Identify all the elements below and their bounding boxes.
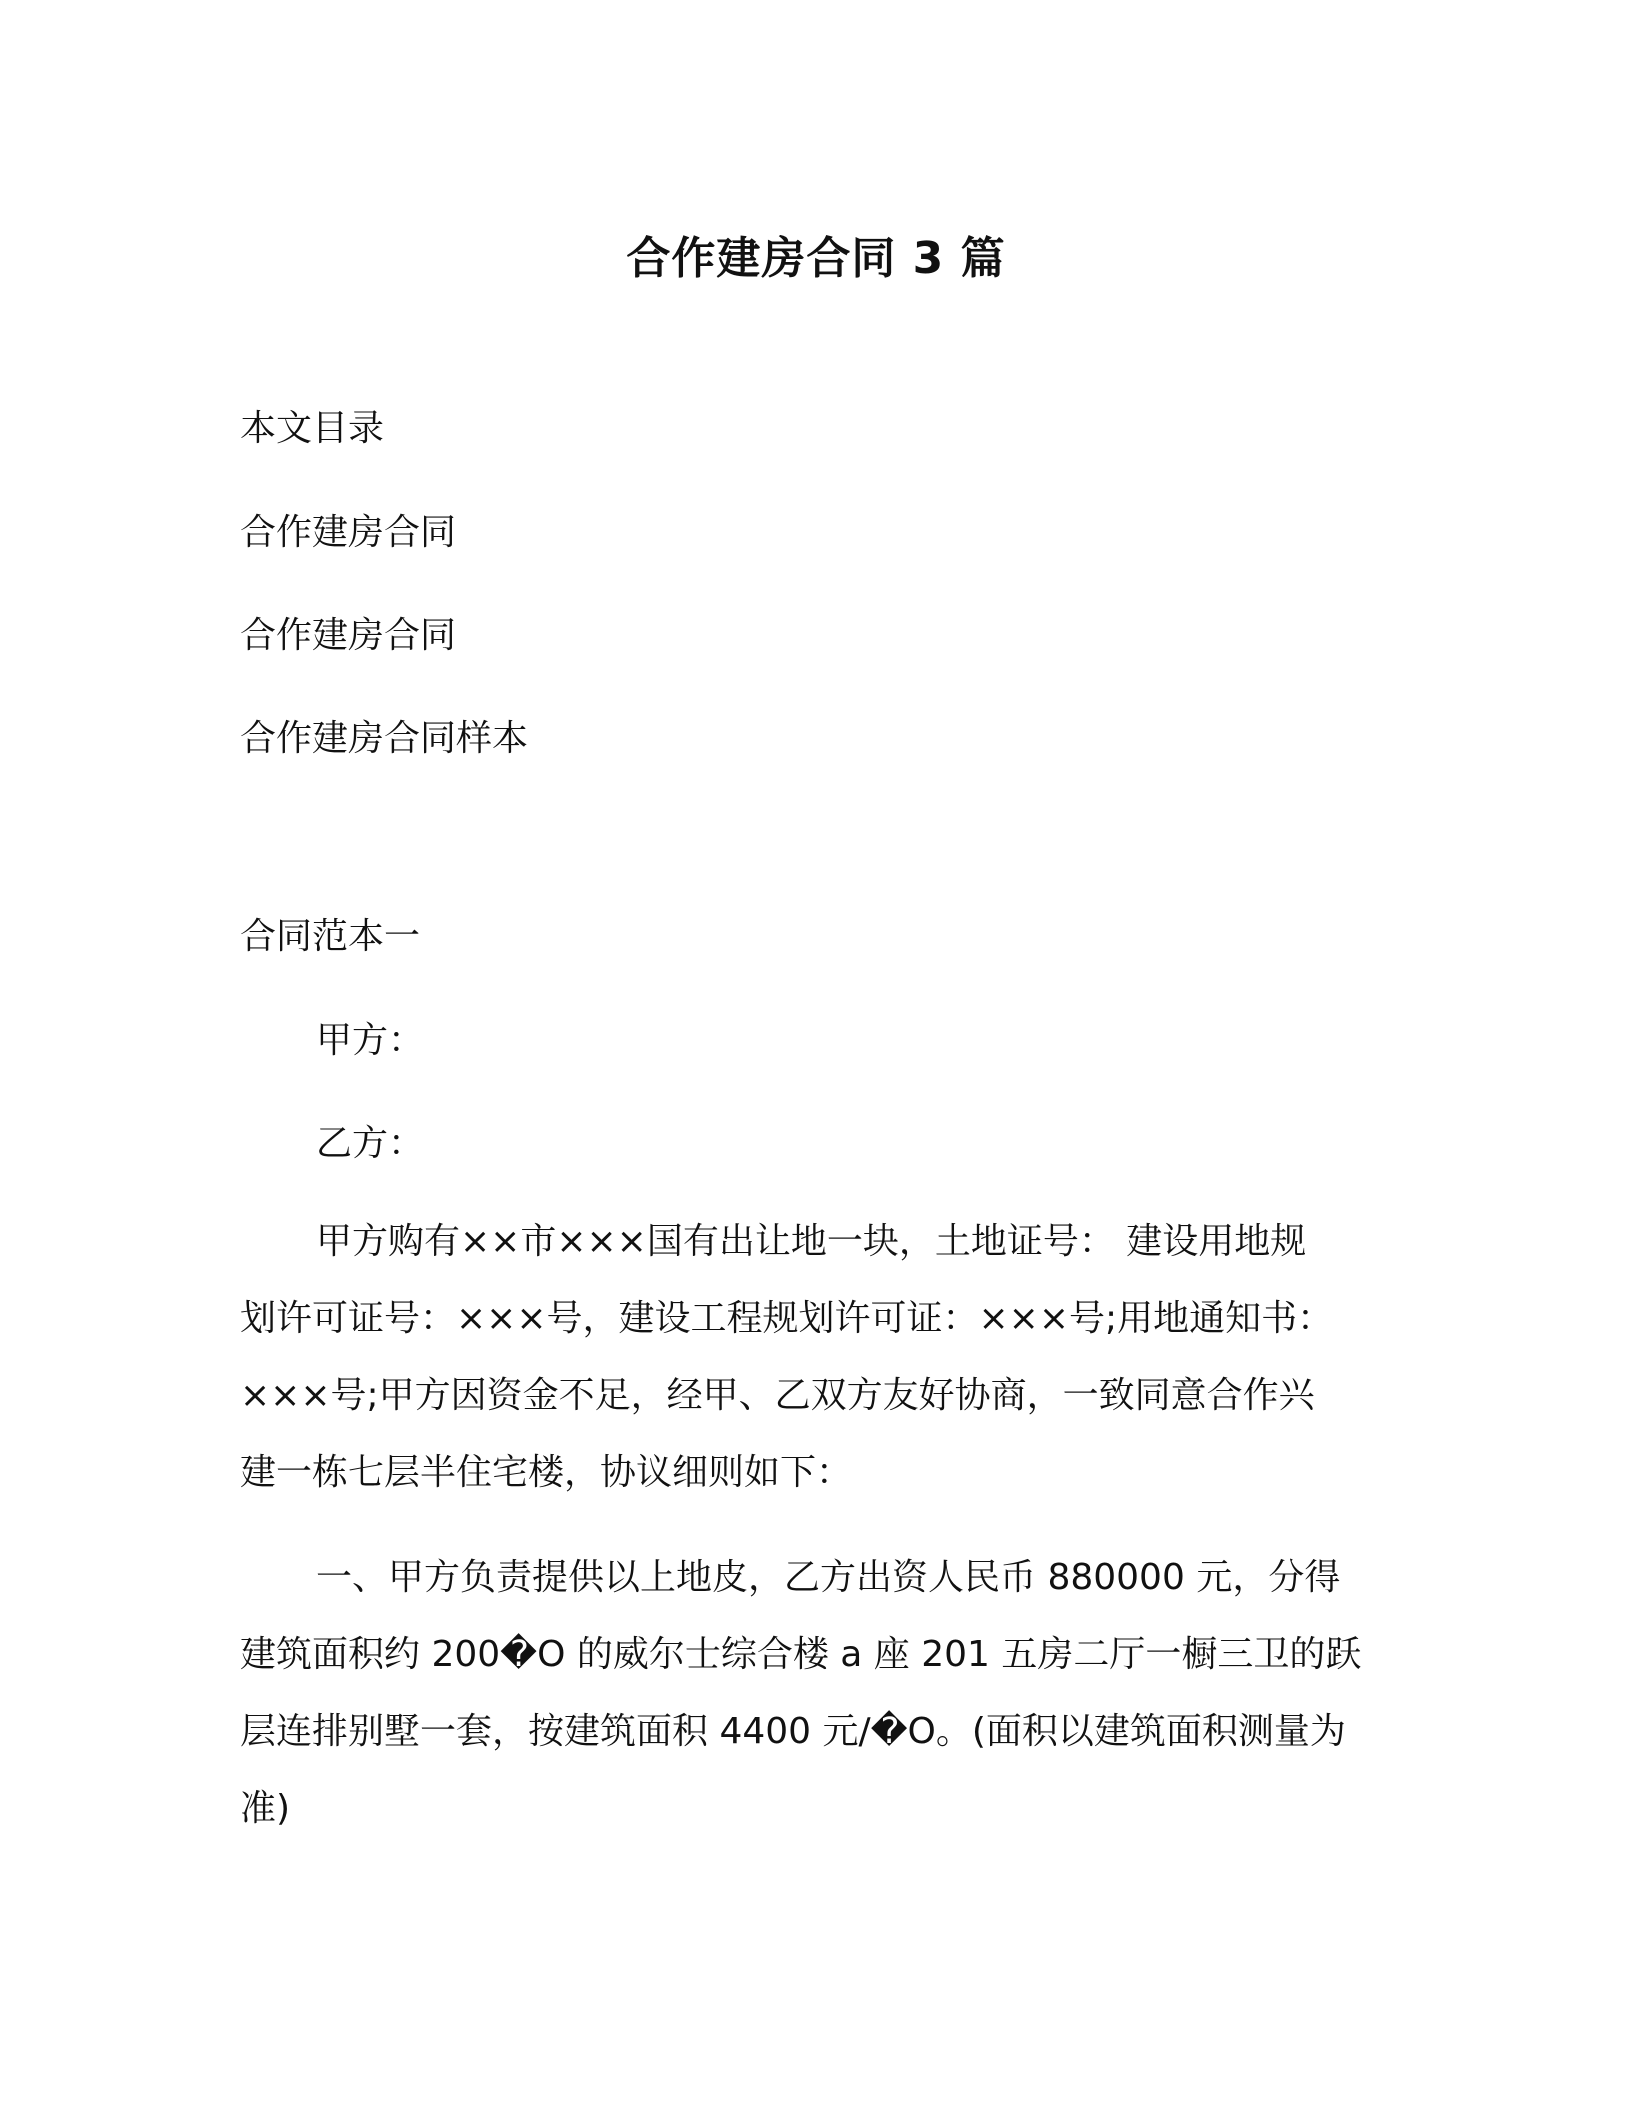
section-heading: 合同范本一 — [240, 916, 421, 957]
paragraph-line: 一、甲方负责提供以上地皮，乙方出资人民币 880000 元，分得 — [316, 1557, 1341, 1598]
toc-item: 合作建房合同 — [240, 512, 457, 553]
toc-item: 合作建房合同样本 — [240, 718, 529, 759]
paragraph-line: 建一栋七层半住宅楼，协议细则如下： — [240, 1452, 853, 1493]
paragraph-land-agreement — [240, 1203, 1366, 1511]
paragraph-line: 建筑面积约 200�O 的威尔士综合楼 a 座 201 五房二厅一橱三卫的跃 — [240, 1634, 1362, 1675]
document-title: 合作建房合同 3 篇 — [626, 233, 1006, 284]
paragraph-line: 划许可证号：×××号，建设工程规划许可证：×××号;用地通知书： — [240, 1298, 1334, 1339]
party-b-label: 乙方： — [316, 1123, 425, 1164]
paragraph-line: 层连排别墅一套，按建筑面积 4400 元/�O。(面积以建筑面积测量为 — [240, 1711, 1346, 1752]
paragraph-line: ×××号;甲方因资金不足，经甲、乙双方友好协商，一致同意合作兴 — [240, 1375, 1315, 1416]
paragraph-line: 准) — [240, 1788, 291, 1829]
toc-item: 合作建房合同 — [240, 615, 457, 656]
toc-heading: 本文目录 — [240, 408, 385, 449]
paragraph-line: 甲方购有××市×××国有出让地一块，土地证号： 建设用地规 — [316, 1221, 1307, 1262]
party-a-label: 甲方： — [316, 1020, 425, 1061]
paragraph-clause-one — [240, 1539, 1366, 1847]
